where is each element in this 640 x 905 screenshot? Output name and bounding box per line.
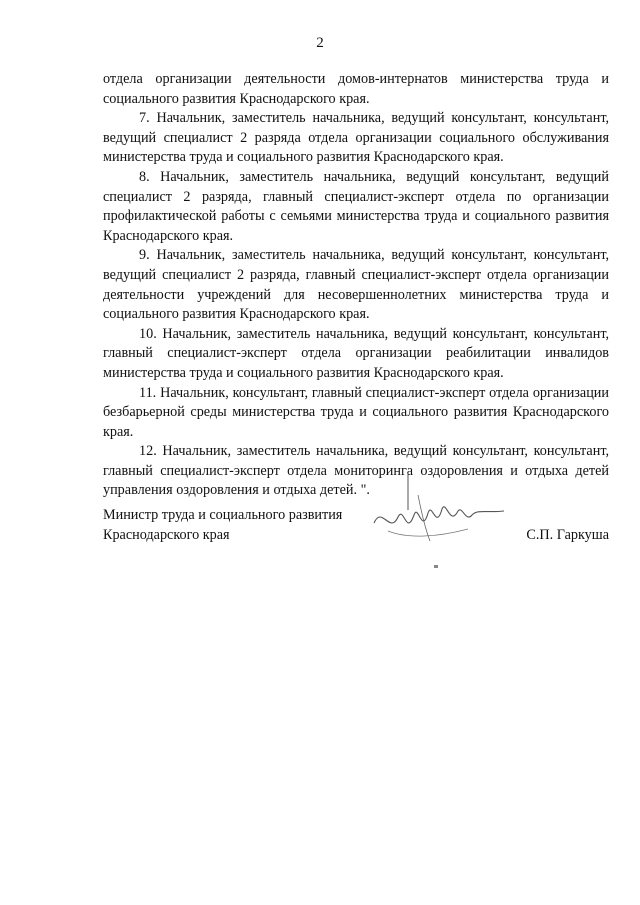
paragraph-item-7: 7. Начальник, заместитель начальника, ведущий консультант, консультант, ведущий специалист 2 разряда отдела организации социального обслуживания министерства труда и социального развития Краснодарского края. bbox=[103, 110, 609, 166]
signatory-title-line-2: Краснодарского края bbox=[103, 527, 230, 543]
paragraph-item-8: 8. Начальник, заместитель начальника, ведущий консультант, ведущий специалист 2 разряда, главный специалист-эксперт отдела по организации профилактической работы с семьями министерства труда и социального развития Краснодарского края. bbox=[103, 168, 609, 244]
paragraph-item-10: 10. Начальник, заместитель начальника, ведущий консультант, консультант, главный специалист-эксперт отдела организации реабилитации инвалидов министерства труда и социального развития Краснодарского края. bbox=[103, 325, 609, 381]
signatory-name: С.П. Гаркуша bbox=[526, 527, 609, 543]
scan-mark bbox=[434, 565, 438, 568]
paragraph-item-9: 9. Начальник, заместитель начальника, ведущий консультант, консультант, ведущий специалист 2 разряда, главный специалист-эксперт отдела организации деятельности учреждений для несовершеннолетних министерства труда и социального развития Краснодарского края. bbox=[103, 247, 609, 323]
page-number: 2 bbox=[316, 35, 324, 51]
signatory-title-line-1: Министр труда и социального развития bbox=[103, 507, 343, 523]
paragraph-item-11: 11. Начальник, консультант, главный специалист-эксперт отдела организации безбарьерной среды министерства труда и социального развития Краснодарского края. bbox=[103, 384, 609, 440]
handwritten-signature bbox=[368, 465, 508, 565]
document-body bbox=[103, 70, 609, 501]
signatory-title bbox=[103, 505, 342, 545]
paragraph-continuation: отдела организации деятельности домов-интернатов министерства труда и социального развития Краснодарского края. bbox=[103, 71, 609, 107]
signature-block bbox=[103, 505, 609, 555]
paragraph-item-12: 12. Начальник, заместитель начальника, ведущий консультант, консультант, главный специалист-эксперт отдела мониторинга оздоровления и отдыха детей управления оздоровления и отдыха детей. ". bbox=[103, 443, 609, 499]
